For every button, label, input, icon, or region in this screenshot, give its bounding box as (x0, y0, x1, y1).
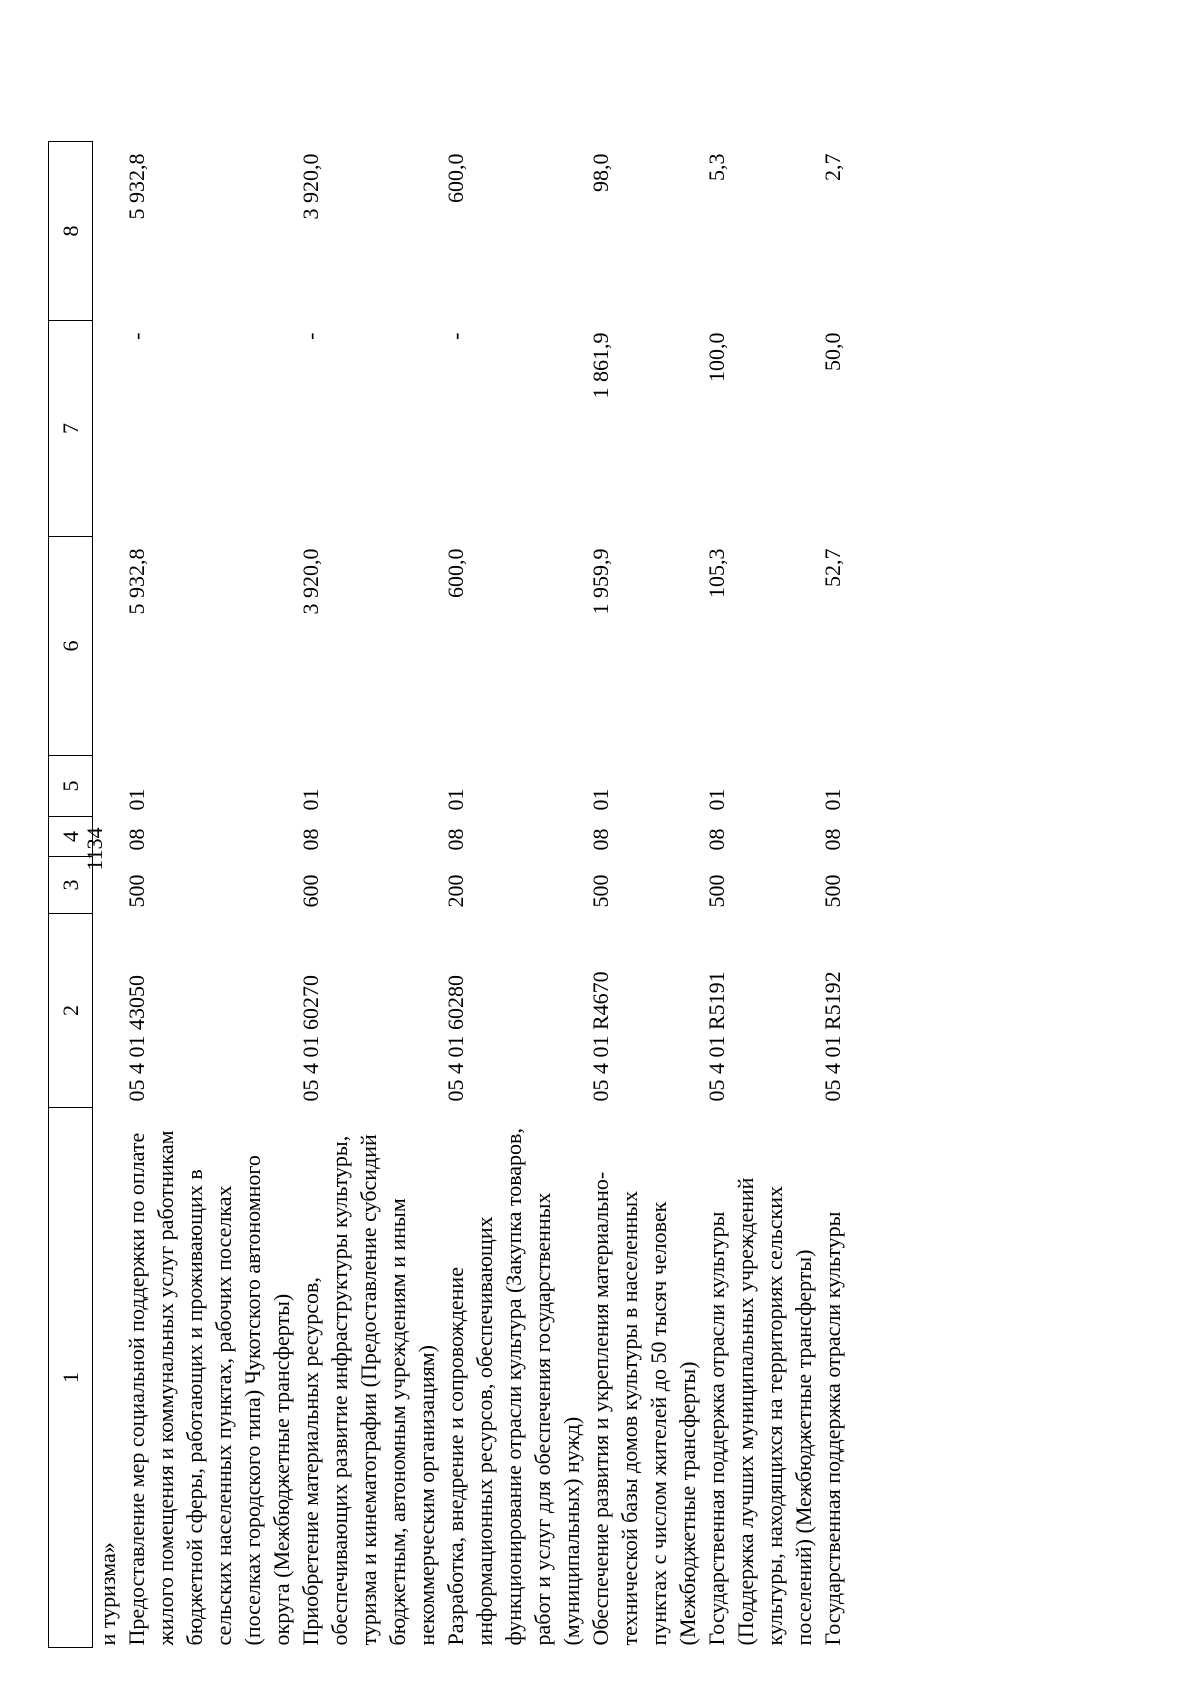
table-row (122, 142, 296, 1648)
row-section: 08 (124, 828, 149, 851)
column-header: 4 (49, 817, 93, 857)
row-code: 05 4 01 R5192 (820, 971, 845, 1102)
table-row (441, 142, 586, 1648)
row-subsection: 01 (124, 788, 149, 811)
row-subsection: 01 (443, 788, 468, 811)
row-section: 08 (298, 828, 323, 851)
row-federal: 100,0 (704, 332, 729, 382)
row-federal: - (124, 332, 149, 340)
row-code: 05 4 01 43050 (124, 975, 149, 1102)
row-regional: 5 932,8 (124, 153, 149, 220)
row-regional: 600,0 (443, 153, 468, 203)
row-expense-type: 500 (820, 874, 845, 908)
row-subsection: 01 (820, 788, 845, 811)
page-number: 1134 (82, 827, 107, 871)
column-header: 8 (49, 142, 93, 321)
row-subsection: 01 (588, 788, 613, 811)
row-regional: 2,7 (820, 153, 845, 181)
row-regional: 5,3 (704, 153, 729, 181)
table-row (586, 142, 702, 1648)
row-name: Предоставление мер социальной поддержки по оплате жилого помещения и коммунальных услуг работникам бюджетной сферы, работающих и проживающих в сельских населенных пунктах, рабочих поселках (поселках городского типа) Чукотского автономного округа (Межбюджетные трансферты) (124, 1130, 294, 1646)
table-row (818, 142, 847, 1648)
row-federal: - (298, 332, 323, 340)
row-expense-type: 500 (124, 874, 149, 908)
column-header: 3 (49, 857, 93, 914)
row-federal: 1 861,9 (588, 332, 613, 399)
row-total: 3 920,0 (298, 548, 323, 615)
table-row (702, 142, 818, 1648)
table-header-row (49, 142, 93, 1648)
row-section: 08 (588, 828, 613, 851)
row-total: 5 932,8 (124, 548, 149, 615)
row-code: 05 4 01 60280 (443, 975, 468, 1102)
row-name: и туризма» (95, 1542, 120, 1646)
budget-table (48, 141, 847, 1648)
row-section: 08 (704, 828, 729, 851)
row-section: 08 (820, 828, 845, 851)
row-name: Разработка, внедрение и сопровождение информационных ресурсов, обеспечивающих функционирование отрасли культура (Закупка товаров, работ и услуг для обеспечения государственных (муниципальных) нужд) (443, 1128, 584, 1646)
row-total: 52,7 (820, 548, 845, 587)
row-code: 05 4 01 60270 (298, 975, 323, 1102)
column-header: 6 (49, 537, 93, 756)
row-total: 600,0 (443, 548, 468, 598)
row-total: 1 959,9 (588, 548, 613, 615)
row-subsection: 01 (704, 788, 729, 811)
row-name: Обеспечение развития и укрепления материально-технической базы домов культуры в населенных пунктах с числом жителей до 50 тысяч человек (Межбюджетные трансферты) (588, 1171, 700, 1646)
row-name: Государственная поддержка отрасли культуры (Поддержка лучших муниципальных учреждений культуры, находящихся на территориях сельских поселений) (Межбюджетные трансферты) (704, 1177, 816, 1646)
column-header: 1 (49, 1108, 93, 1648)
row-subsection: 01 (298, 788, 323, 811)
column-header: 2 (49, 914, 93, 1108)
row-expense-type: 600 (298, 874, 323, 908)
table-row-continuation (93, 142, 123, 1648)
row-code: 05 4 01 R5191 (704, 971, 729, 1102)
table-row (296, 142, 441, 1648)
row-code: 05 4 01 R4670 (588, 971, 613, 1102)
row-name: Приобретение материальных ресурсов, обеспечивающих развитие инфраструктуры культуры, туризма и кинематографии (Предоставление субсидий бюджетным, автономным учреждениям и иным некоммерческим организациям) (298, 1134, 439, 1646)
row-regional: 98,0 (588, 153, 613, 192)
row-total: 105,3 (704, 548, 729, 598)
row-section: 08 (443, 828, 468, 851)
row-expense-type: 500 (704, 874, 729, 908)
row-federal: 50,0 (820, 332, 845, 371)
column-header: 5 (49, 756, 93, 817)
row-expense-type: 500 (588, 874, 613, 908)
row-expense-type: 200 (443, 874, 468, 908)
row-regional: 3 920,0 (298, 153, 323, 220)
row-federal: - (443, 332, 468, 340)
row-name: Государственная поддержка отрасли культуры (820, 1211, 845, 1646)
column-header: 7 (49, 321, 93, 537)
